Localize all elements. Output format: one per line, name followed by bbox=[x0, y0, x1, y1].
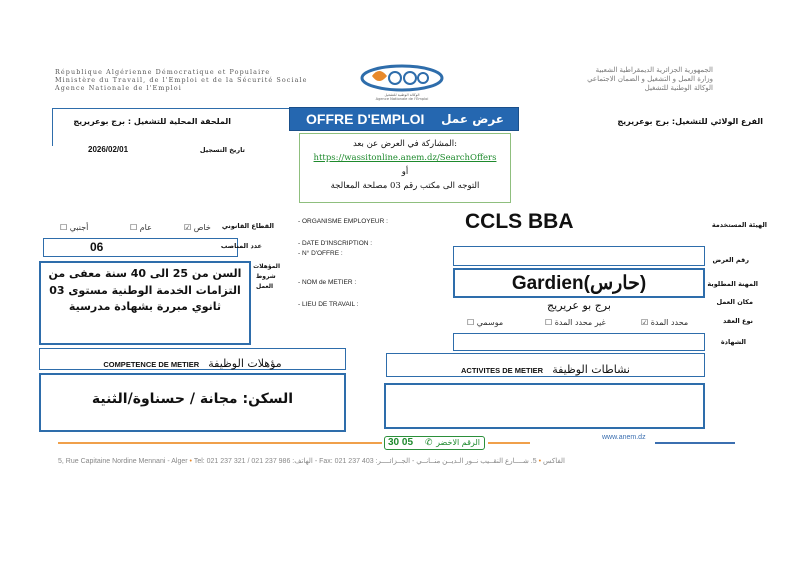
fax-ar: :الفاكس bbox=[375, 458, 565, 465]
competence-header-ar: مؤهلات الوظيفة bbox=[208, 357, 282, 370]
participation-line1: المشاركة في العرض عن بعد: bbox=[352, 139, 458, 149]
positions-value: 06 bbox=[90, 240, 104, 254]
header-fr-line: République Algérienne Démocratique et Populaire bbox=[55, 68, 271, 76]
job-name-value: Gardien(حارس) bbox=[511, 273, 647, 294]
sector-public-option[interactable] bbox=[130, 223, 152, 232]
registration-date-label: تاريخ التسجيل bbox=[199, 146, 245, 154]
activities-header-fr: ACTIVITES DE METIER bbox=[461, 366, 544, 375]
fax-fr: - Fax: 021 237 403 bbox=[314, 458, 374, 465]
footer-line-mid bbox=[488, 442, 530, 444]
checkbox-checked-icon[interactable]: ☑ bbox=[184, 223, 192, 232]
participation-box bbox=[299, 133, 511, 203]
activities-box bbox=[384, 383, 705, 429]
activities-header-ar: نشاطات الوظيفة bbox=[552, 363, 630, 376]
sector-public-label: عام bbox=[139, 223, 152, 232]
workplace-label-ar: مكان العمل bbox=[716, 298, 753, 306]
participation-or: أو bbox=[401, 167, 409, 177]
address-ar: 5. شــــارع النقــيب نــور الـديــن منــانــي - الجــزائــــر bbox=[377, 458, 537, 465]
sector-foreign-option[interactable] bbox=[60, 223, 88, 232]
certificate-label-ar: الشهادة bbox=[720, 338, 746, 346]
offer-number-box bbox=[453, 246, 705, 266]
sector-foreign-label: أجنبي bbox=[69, 223, 89, 232]
header-fr bbox=[55, 68, 308, 92]
logo-caption-fr: Agence Nationale de l'Emploi bbox=[375, 97, 429, 101]
job-name-box bbox=[453, 268, 705, 298]
contract-indefinite-label: غير محدد المدة bbox=[554, 318, 606, 327]
participation-line3: التوجه الى مكتب رقم 03 مصلحة المعالجة bbox=[330, 181, 480, 191]
wilaya-branch: الفرع الولائي للتشغيل: برج بوعريريج bbox=[617, 117, 763, 126]
job-name-label-ar: المهنة المطلوبة bbox=[707, 280, 758, 288]
activities-header bbox=[386, 353, 705, 377]
positions-label: عدد المناصب bbox=[220, 242, 262, 250]
contract-seasonal-option[interactable] bbox=[467, 318, 503, 327]
checkbox-checked-icon[interactable]: ☑ bbox=[641, 318, 649, 327]
offer-number-label-ar: رقم العرض bbox=[712, 256, 749, 264]
contract-type-label-ar: نوع العقد bbox=[723, 317, 753, 325]
header-ar bbox=[587, 66, 713, 93]
contract-seasonal-label: موسمي bbox=[476, 318, 504, 327]
header-fr-line: Agence Nationale de l'Emploi bbox=[55, 84, 182, 92]
employer-value-box bbox=[455, 206, 705, 238]
footer-bullet: • bbox=[538, 458, 542, 465]
left-bracket-vertical bbox=[52, 108, 53, 146]
checkbox-empty-icon[interactable]: ☐ bbox=[545, 318, 553, 327]
footer-line-right bbox=[655, 442, 735, 444]
competence-header-fr: COMPETENCE DE METIER bbox=[103, 360, 200, 369]
logo-caption-ar: الوكالة الوطنية للتشغيل bbox=[384, 93, 420, 97]
contract-fixed-label: محدد المدة bbox=[650, 318, 689, 327]
qualifications-box bbox=[39, 261, 251, 345]
qualifications-label: المؤهلات شروط العمل bbox=[253, 263, 280, 290]
offers-link[interactable]: https://wassitonline.anem.dz/SearchOffers bbox=[313, 153, 497, 163]
checkbox-empty-icon[interactable]: ☐ bbox=[130, 223, 138, 232]
green-number-badge bbox=[384, 436, 485, 450]
legal-sector-label: القطاع القانوني bbox=[221, 222, 274, 230]
certificate-box bbox=[453, 333, 705, 351]
phone-icon: ✆ bbox=[425, 438, 433, 448]
header-ar-line: الوكالة الوطنية للتشغيل bbox=[644, 84, 713, 92]
anem-logo-icon bbox=[355, 62, 449, 94]
header-ar-line: وزارة العمل و التشغيل و الضمان الاجتماعي bbox=[587, 75, 713, 83]
employer-label-ar: الهيئة المستخدمة bbox=[711, 221, 767, 229]
workplace-value: برج بو عريريج bbox=[547, 299, 611, 312]
footer-line-left bbox=[58, 442, 382, 444]
green-number-label: الرقم الاخضر bbox=[436, 438, 480, 447]
qualifications-text: السن من 25 الى 40 سنة معفى من التزامات الخدمة الوطنية مستوى 03 ثانوي مبررة بشهادة مدرسية bbox=[48, 267, 242, 313]
competence-text: السكن: مجانة / حسناوة/الثنية bbox=[91, 391, 294, 407]
offer-title-fr: OFFRE D'EMPLOI bbox=[306, 111, 425, 127]
logo-caption bbox=[353, 93, 451, 101]
employer-value: CCLS BBA bbox=[465, 210, 574, 233]
offer-title bbox=[289, 107, 519, 131]
checkbox-empty-icon[interactable]: ☐ bbox=[467, 318, 475, 327]
tel-ar: :الهاتف bbox=[292, 458, 313, 465]
header-ar-line: الجمهورية الجزائرية الديمقراطية الشعبية bbox=[595, 66, 713, 74]
checkbox-empty-icon[interactable]: ☐ bbox=[60, 223, 68, 232]
contract-indefinite-option[interactable] bbox=[545, 318, 606, 327]
footer-bullet: • bbox=[189, 458, 192, 465]
workplace-label-fr: - LIEU DE TRAVAIL : bbox=[298, 301, 359, 308]
competence-header bbox=[39, 348, 346, 370]
offer-title-ar: عرض عمل bbox=[441, 112, 504, 126]
contract-fixed-option[interactable] bbox=[641, 318, 688, 327]
sector-private-label: خاص bbox=[193, 223, 211, 232]
tel-fr: Tel: 021 237 321 / 021 237 986 bbox=[193, 458, 291, 465]
footer-address bbox=[58, 457, 565, 465]
positions-box bbox=[43, 238, 238, 257]
green-number: 30 05 bbox=[388, 437, 414, 448]
job-name-label-fr: - NOM de METIER : bbox=[298, 279, 357, 286]
left-bracket-horizontal bbox=[52, 108, 296, 109]
registration-date: 2026/02/01 bbox=[88, 145, 129, 154]
offer-number-label-fr: - N° D'OFFRE : bbox=[298, 250, 343, 257]
local-agency: الملحقة المحلية للتشغيل : برج بوعريريج bbox=[73, 117, 231, 126]
workplace-box bbox=[453, 299, 705, 315]
competence-box bbox=[39, 373, 346, 432]
date-inscription-label: - DATE D'INSCRIPTION : bbox=[298, 240, 373, 247]
header-fr-line: Ministère du Travail, de l'Emploi et de la Sécurité Sociale bbox=[55, 76, 308, 84]
sector-private-option[interactable] bbox=[184, 223, 211, 232]
employer-label-fr: - ORGANISME EMPLOYEUR : bbox=[298, 218, 388, 225]
website[interactable]: www.anem.dz bbox=[602, 434, 646, 441]
address-fr: 5, Rue Capitaine Nordine Mennani - Alger bbox=[58, 458, 188, 465]
